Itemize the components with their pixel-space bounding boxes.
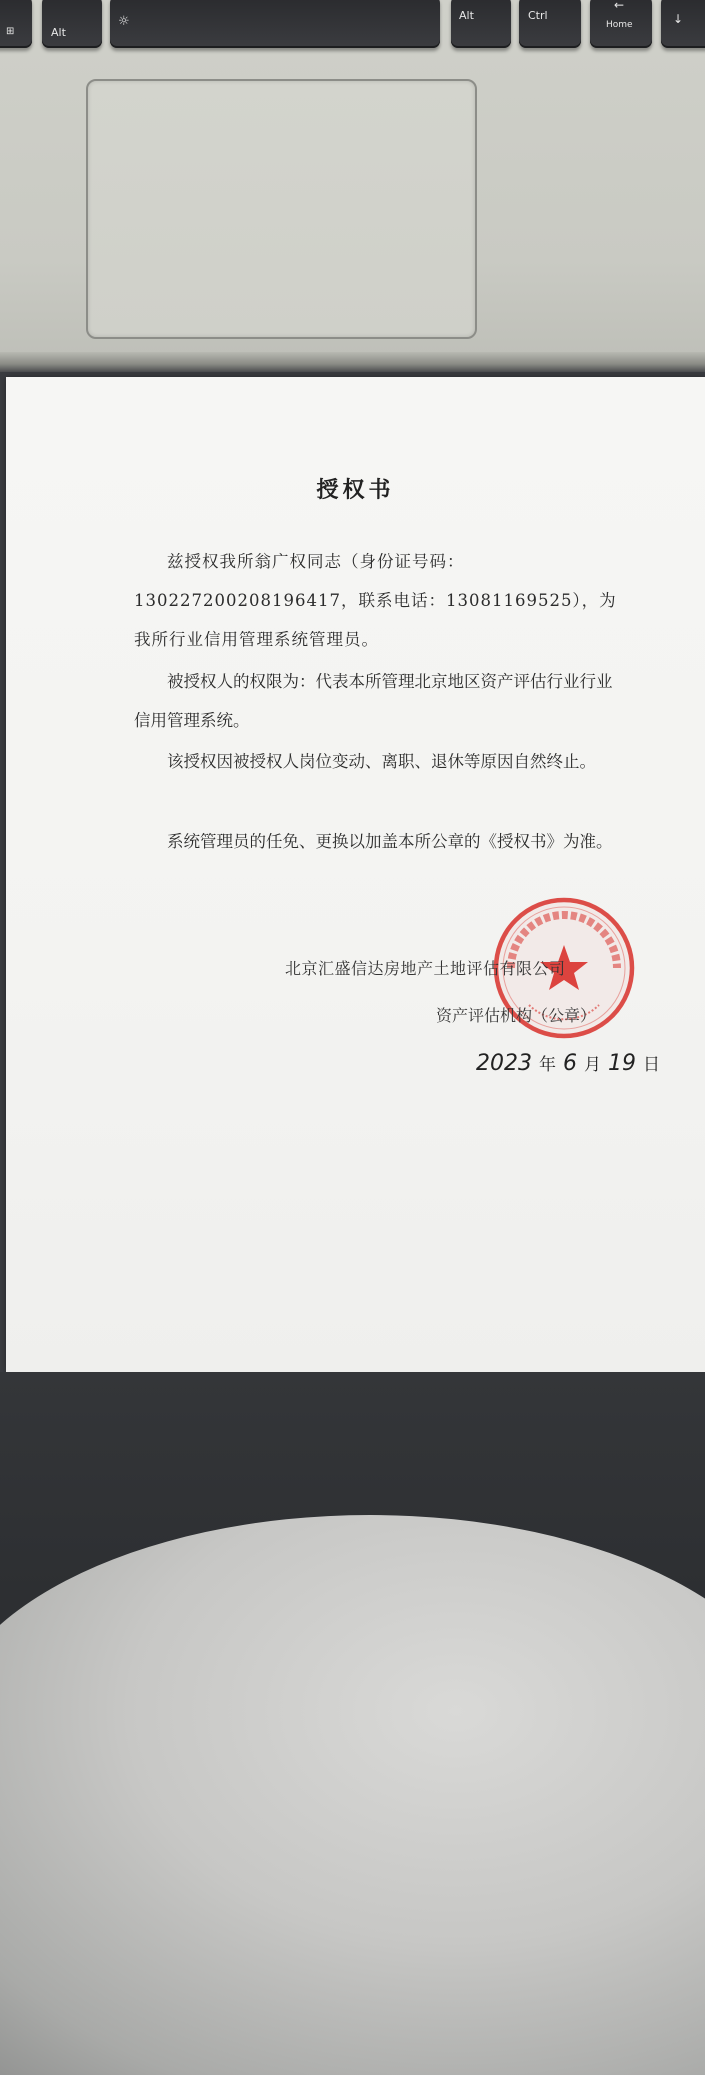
page-down-key <box>661 0 705 48</box>
keyboard-row <box>0 0 705 62</box>
touchpad <box>86 79 477 339</box>
laptop-keyboard-area <box>0 0 705 372</box>
date-month: 6 <box>563 1051 577 1076</box>
organization-name: 北京汇盛信达房地产土地评估有限公司 <box>285 959 566 978</box>
document-title: 授权书 <box>316 477 395 503</box>
alt-key-left <box>42 0 102 48</box>
white-cloth <box>0 1515 705 2075</box>
date-year-label: 年 <box>539 1055 556 1075</box>
date-month-label: 月 <box>584 1055 601 1075</box>
paragraph-permissions: 被授权人的权限为：代表本所管理北京地区资产评估行业行业信用管理系统。 <box>134 672 613 730</box>
key-label: Alt <box>51 26 66 39</box>
spacebar <box>110 0 440 48</box>
home-key <box>590 0 652 48</box>
down-arrow-icon: ↓ <box>673 12 684 26</box>
key-label: Alt <box>459 9 474 22</box>
paragraph-appointment: 系统管理员的任免、更换以加盖本所公章的《授权书》为准。 <box>167 832 613 851</box>
paragraph-termination: 该授权因被授权人岗位变动、离职、退休等原因自然终止。 <box>167 752 596 771</box>
backlight-icon: ☼ <box>118 14 130 29</box>
alt-key-right <box>451 0 511 48</box>
organization-role: 资产评估机构（公章） <box>436 1006 597 1025</box>
date-year: 2023 <box>476 1051 532 1076</box>
ctrl-key <box>519 0 581 48</box>
windows-key <box>0 0 32 48</box>
authorization-letter <box>6 377 705 1372</box>
windows-icon: ⊞ <box>6 26 15 37</box>
left-arrow-icon: ← <box>614 0 625 12</box>
signing-date <box>476 1050 660 1076</box>
paragraph-authorization: 兹授权我所翁广权同志（身份证号码：130227200208196417，联系电话：13081169525），为我所行业信用管理系统管理员。 <box>134 552 617 649</box>
date-day-label: 日 <box>643 1055 660 1075</box>
key-label: Home <box>606 20 633 30</box>
laptop-edge <box>0 352 705 372</box>
date-day: 19 <box>608 1051 636 1076</box>
key-label: Ctrl <box>528 9 548 22</box>
